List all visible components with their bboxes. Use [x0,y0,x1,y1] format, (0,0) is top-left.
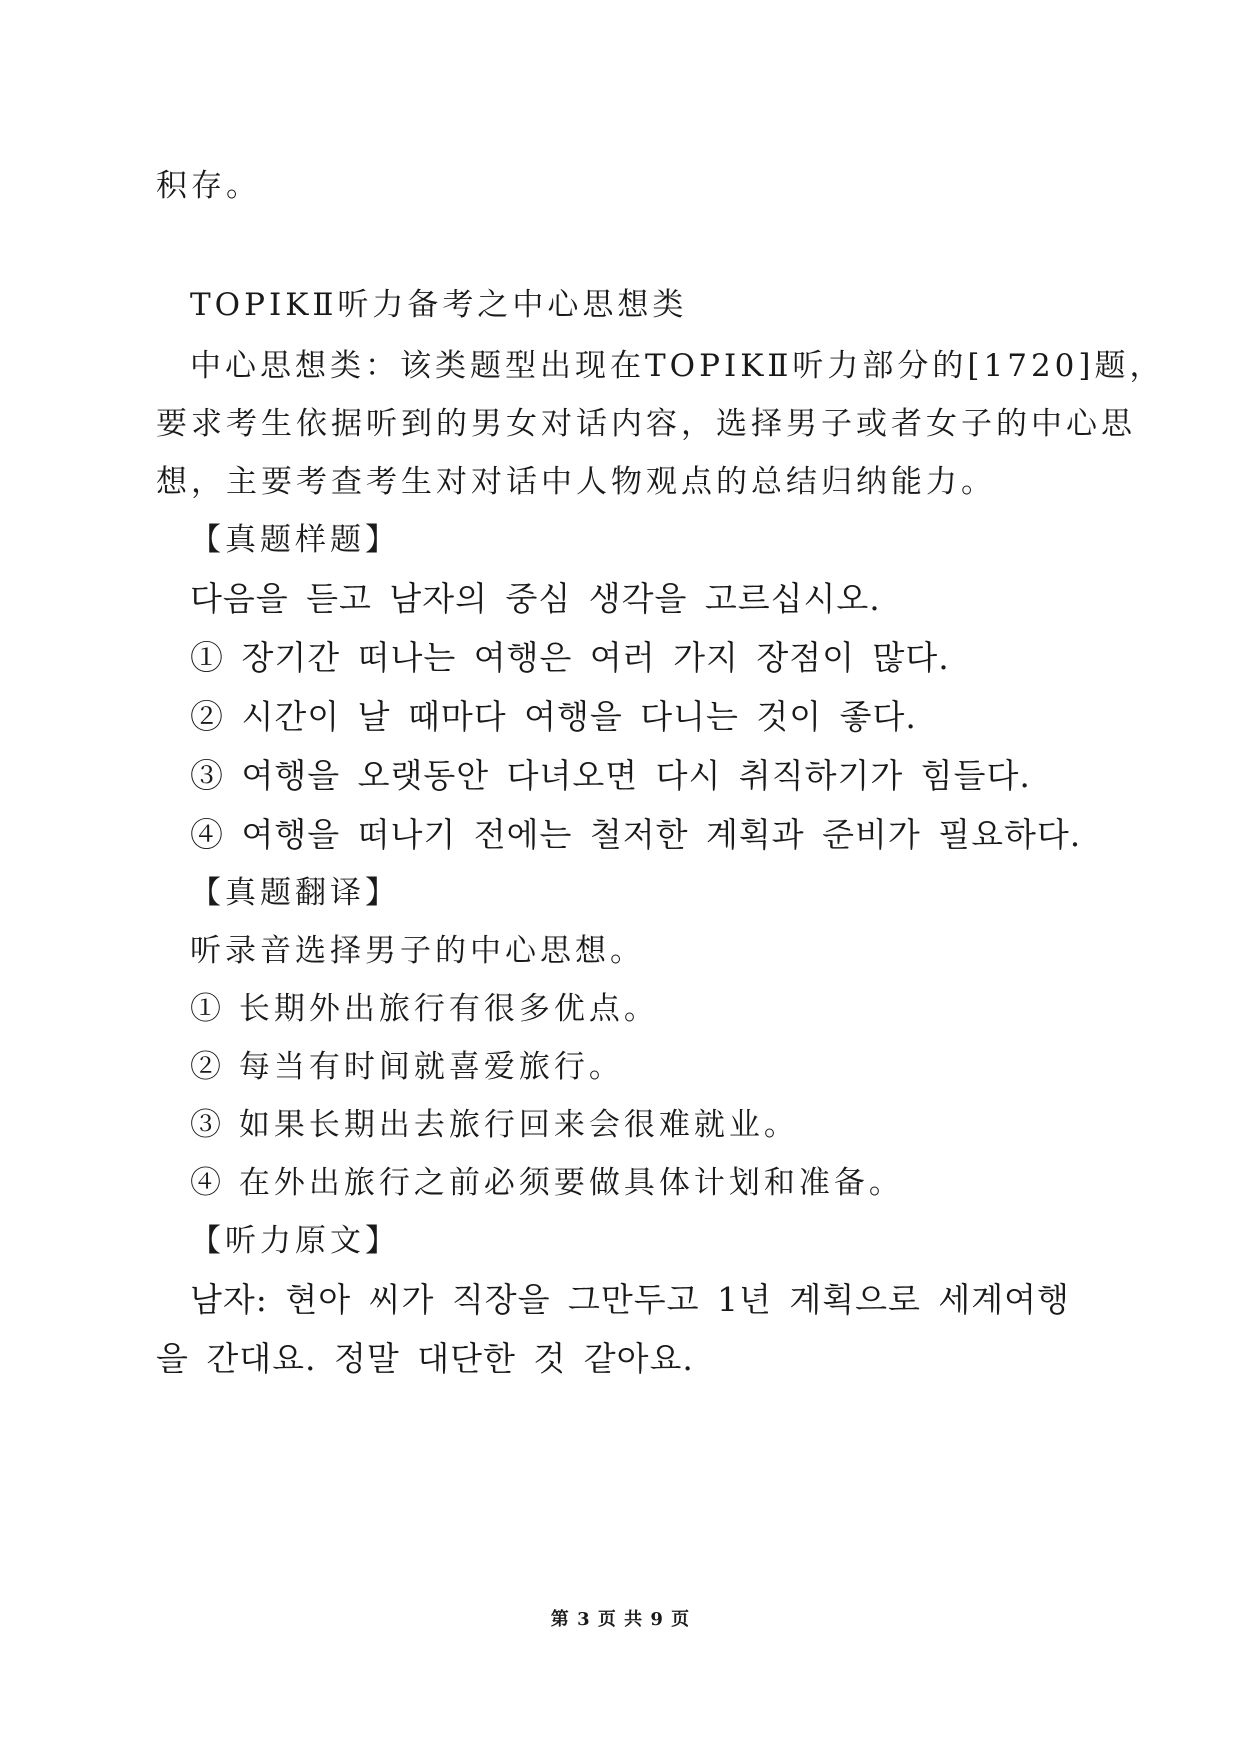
text-line: 要求考生依据听到的男女对话内容，选择男子或者女子的中心思 [156,406,1136,442]
subsection-heading: 【听力原文】 [190,1223,400,1259]
translation-option: ② 每当有时间就喜爱旅行。 [190,1049,624,1085]
korean-option: ② 시간이 날 때마다 여행을 다니는 것이 좋다. [190,697,917,736]
korean-question: 다음을 듣고 남자의 중심 생각을 고르십시오. [190,579,881,618]
korean-dialogue: 남자: 현아 씨가 직장을 그만두고 1년 계획으로 세계여행 [190,1280,1070,1319]
subsection-heading: 【真题翻译】 [190,875,400,911]
korean-dialogue: 을 간대요. 정말 대단한 것 같아요. [156,1339,694,1378]
subsection-heading: 【真题样题】 [190,522,400,558]
page-number: 第 3 页 共 9 页 [550,1609,691,1630]
translation-question: 听录音选择男子的中心思想。 [190,933,645,969]
translation-option: ③ 如果长期出去旅行回来会很难就业。 [190,1107,799,1143]
text-line: 中心思想类：该类题型出现在TOPIKⅡ听力部分的[1720]题， [190,348,1165,384]
translation-option: ④ 在外出旅行之前必须要做具体计划和准备。 [190,1165,904,1201]
korean-option: ③ 여행을 오랫동안 다녀오면 다시 취직하기가 힘들다. [190,756,1031,795]
korean-option: ① 장기간 떠나는 여행은 여러 가지 장점이 많다. [190,638,950,677]
translation-option: ① 长期外出旅行有很多优点。 [190,991,659,1027]
text-line: 积存。 [156,168,261,204]
text-line: 想，主要考查考生对对话中人物观点的总结归纳能力。 [156,464,996,500]
korean-option: ④ 여행을 떠나기 전에는 철저한 계획과 준비가 필요하다. [190,815,1082,854]
section-heading: TOPIKⅡ听力备考之中心思想类 [190,287,688,323]
